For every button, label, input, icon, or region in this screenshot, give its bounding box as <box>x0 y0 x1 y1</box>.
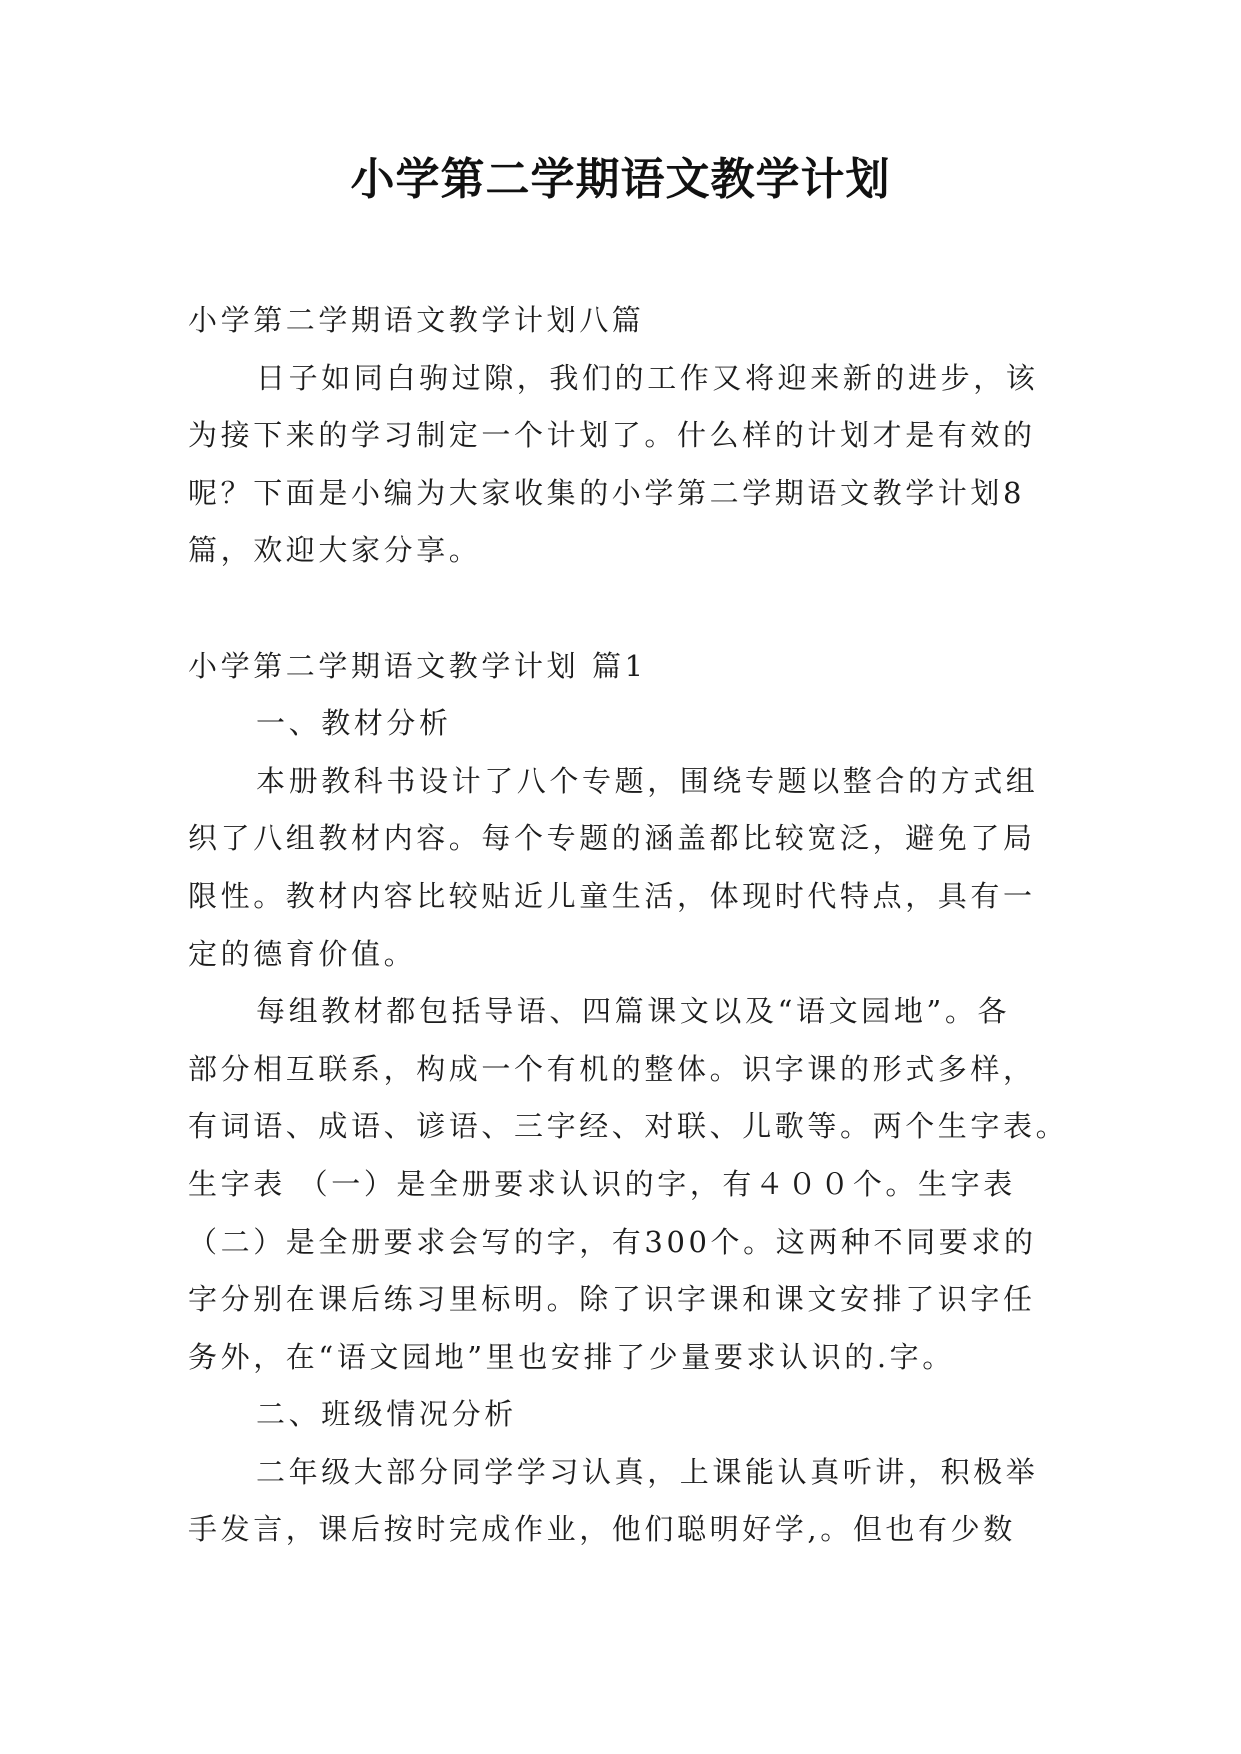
text-line: 务外，在“语文园地”里也安排了少量要求认识的.字。 <box>188 1339 955 1374</box>
document-title: 小学第二学期语文教学计划 <box>350 154 891 205</box>
text-line: 篇，欢迎大家分享。 <box>188 533 482 568</box>
text-line: 每组教材都包括导语、四篇课文以及“语文园地”。各 <box>256 994 1011 1029</box>
text-line: 织了八组教材内容。每个专题的涵盖都比较宽泛，避免了局 <box>188 821 1036 856</box>
text-line: 呢？下面是小编为大家收集的小学第二学期语文教学计划8 <box>188 475 1026 510</box>
text-line: 为接下来的学习制定一个计划了。什么样的计划才是有效的 <box>188 418 1036 453</box>
text-line: 有词语、成语、谚语、三字经、对联、儿歌等。两个生字表。 <box>188 1109 1069 1144</box>
text-line: 二、班级情况分析 <box>256 1397 517 1432</box>
text-line: 限性。教材内容比较贴近儿童生活，体现时代特点，具有一 <box>188 878 1036 913</box>
text-line: 字分别在课后练习里标明。除了识字课和课文安排了识字任 <box>188 1282 1036 1317</box>
text-line: 定的德育价值。 <box>188 936 417 971</box>
text-line: 手发言，课后按时完成作业，他们聪明好学,。但也有少数 <box>188 1512 1016 1547</box>
text-line: 二年级大部分同学学习认真，上课能认真听讲，积极举 <box>256 1454 1039 1489</box>
text-line: 小学第二学期语文教学计划八篇 <box>188 303 645 337</box>
text-line: 部分相互联系，构成一个有机的整体。识字课的形式多样， <box>188 1051 1036 1086</box>
text-line: 本册教科书设计了八个专题，围绕专题以整合的方式组 <box>256 763 1039 798</box>
text-line: 小学第二学期语文教学计划 篇1 <box>188 648 647 683</box>
text-line: 生字表 （一）是全册要求认识的字，有４００个。生字表 <box>188 1166 1016 1201</box>
text-line: 日子如同白驹过隙，我们的工作又将迎来新的进步，该 <box>256 360 1039 395</box>
document-body <box>188 292 1069 1559</box>
text-line: 一、教材分析 <box>256 706 452 741</box>
paragraph-spacer <box>188 580 1048 638</box>
text-line: （二）是全册要求会写的字，有300个。这两种不同要求的 <box>188 1224 1037 1259</box>
